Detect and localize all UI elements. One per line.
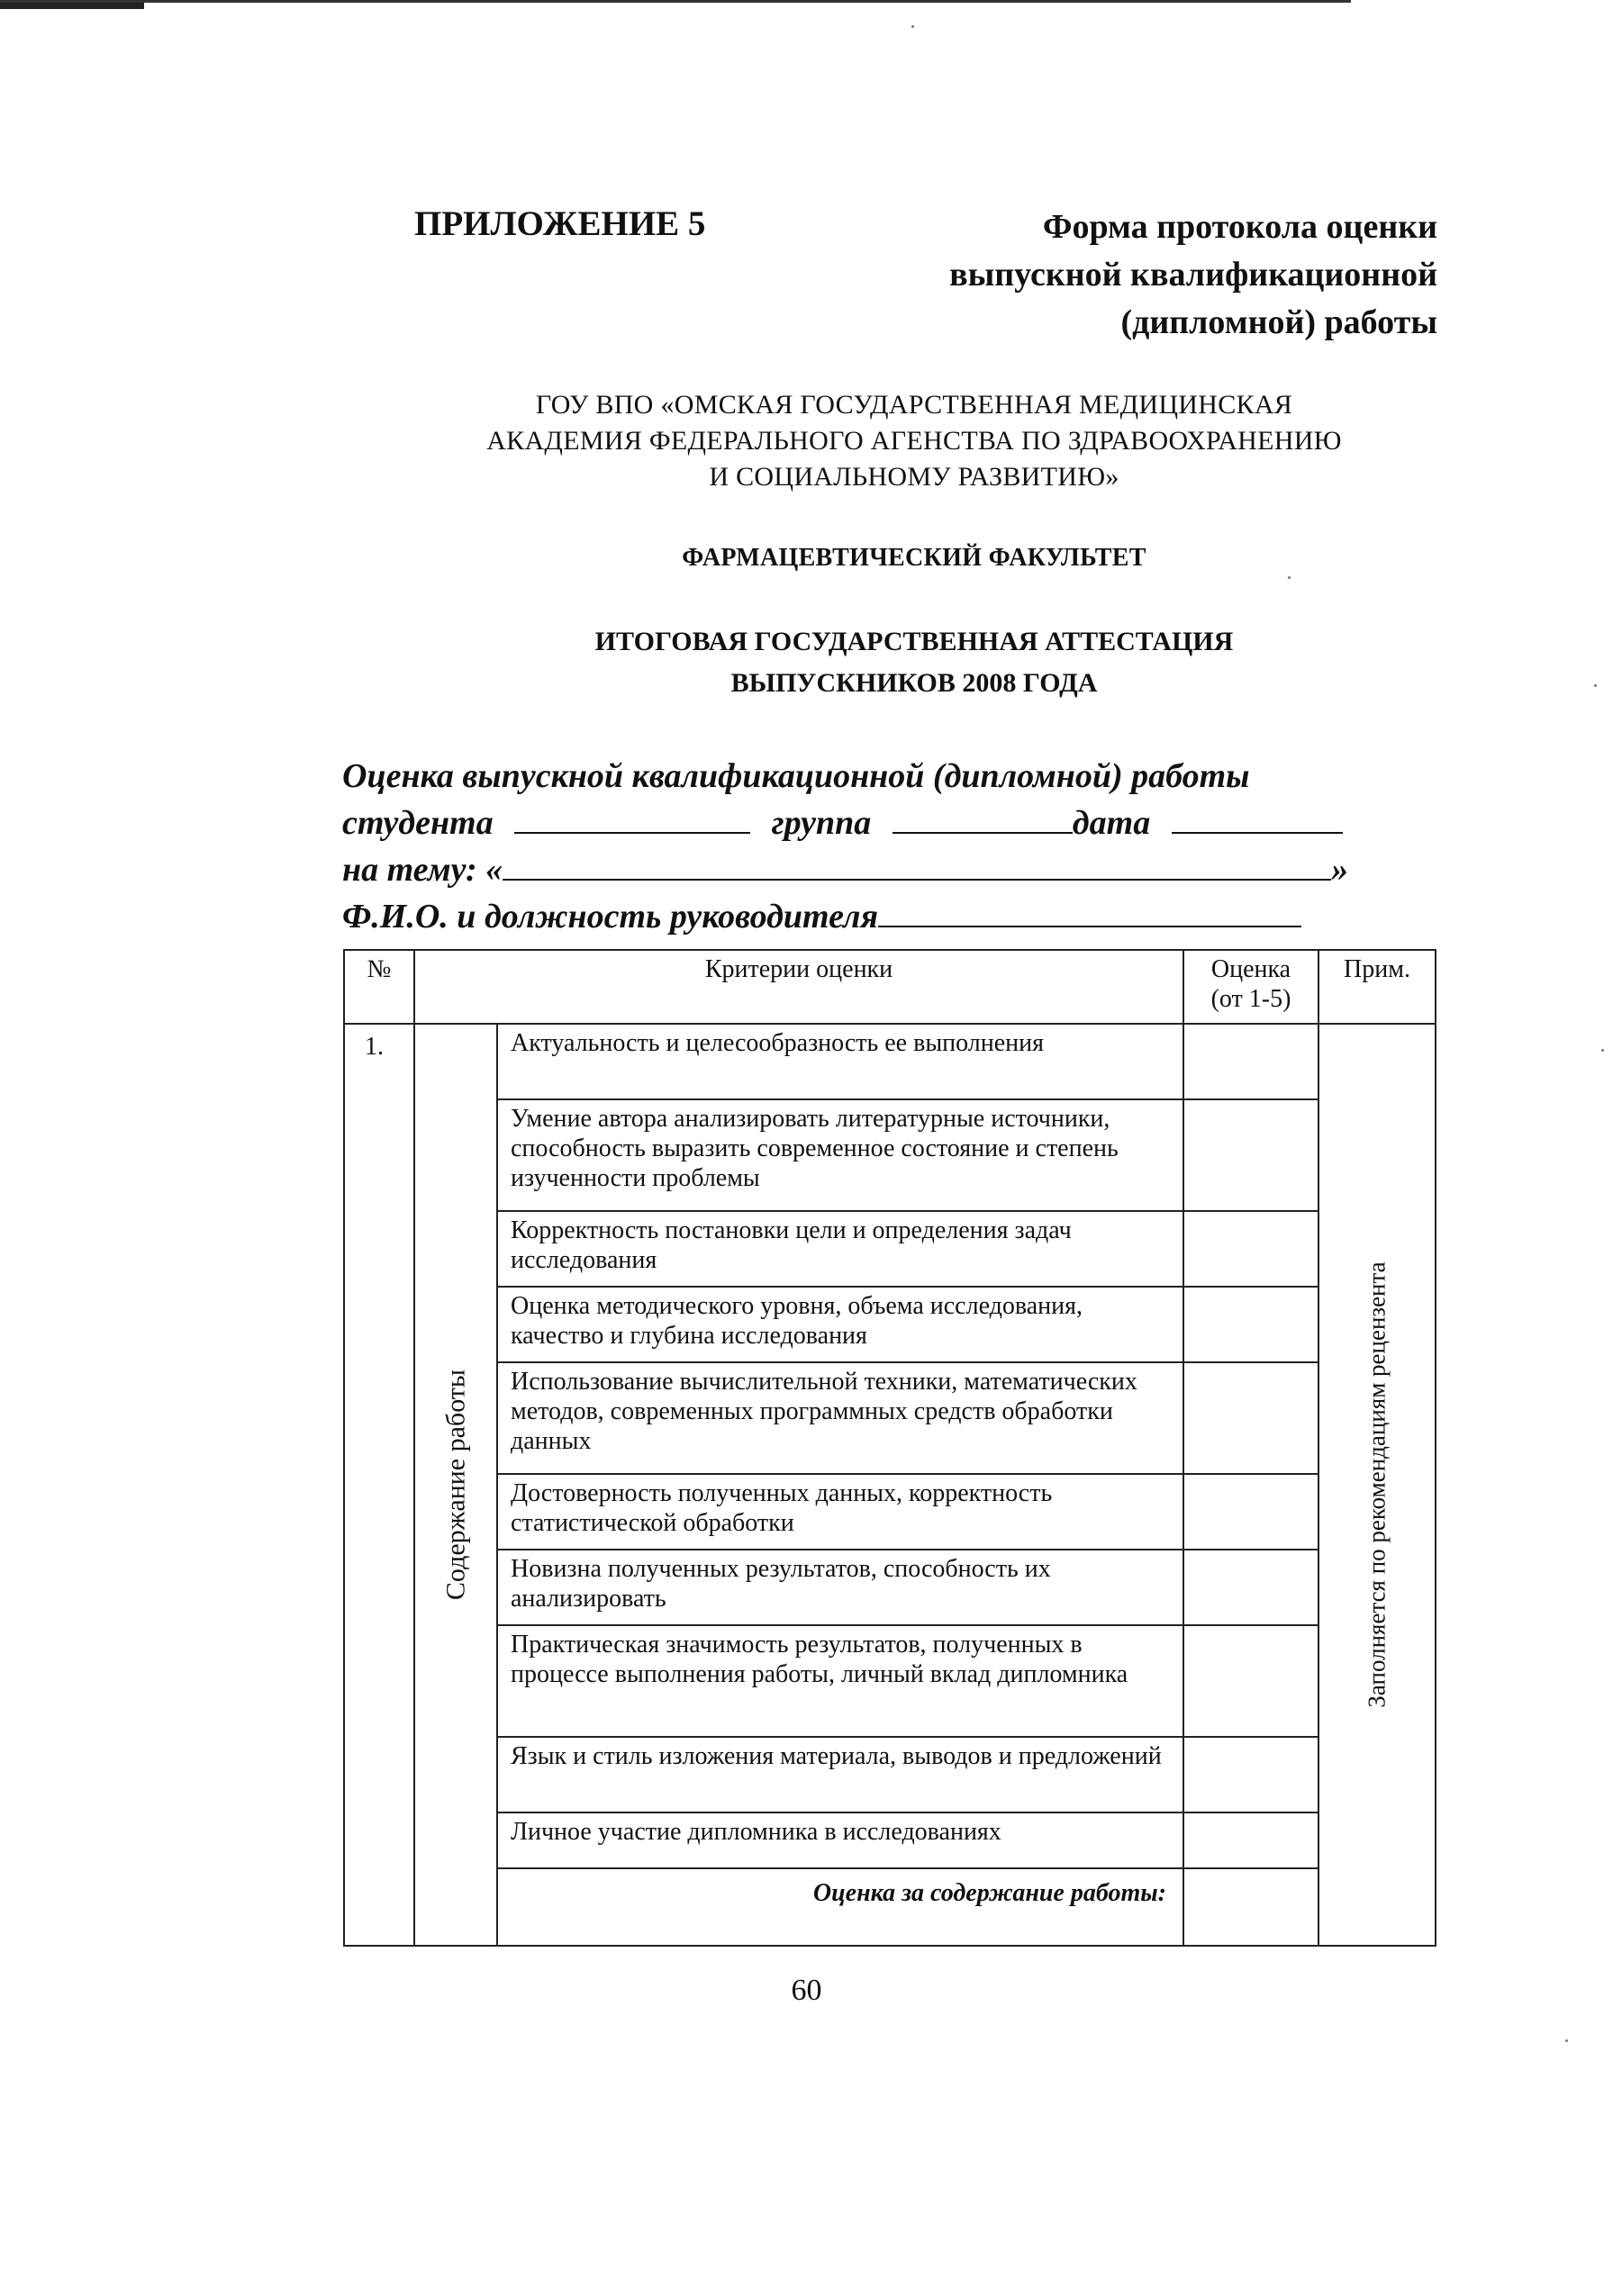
criterion-text: Личное участие дипломника в исследованиях <box>497 1812 1183 1868</box>
criterion-text: Умение автора анализировать литературные источники, способность выразить современное состояние и степень изученности проблемы <box>497 1099 1183 1211</box>
date-label: дата <box>1072 804 1151 842</box>
table-row <box>344 1812 1436 1868</box>
criterion-text: Язык и стиль изложения материала, выводов и предложений <box>497 1737 1183 1812</box>
score-cell[interactable] <box>1183 1211 1318 1287</box>
total-row <box>344 1868 1436 1946</box>
section-cell <box>414 1024 497 1946</box>
score-cell[interactable] <box>1183 1024 1318 1099</box>
table-row <box>344 1362 1436 1474</box>
criterion-text: Использование вычислительной техники, математических методов, современных программных средств обработки данных <box>497 1362 1183 1474</box>
header-number: № <box>344 950 414 1024</box>
table-row <box>344 1737 1436 1812</box>
organization-line: АКАДЕМИЯ ФЕДЕРАЛЬНОГО АГЕНСТВА ПО ЗДРАВООХРАНЕНИЮ <box>486 426 1342 456</box>
header-score-line: Оценка <box>1210 955 1291 983</box>
supervisor-label: Ф.И.О. и должность руководителя <box>342 898 879 936</box>
page-number: 60 <box>791 1974 822 2007</box>
scan-speck <box>1594 684 1597 687</box>
group-field[interactable] <box>893 800 1073 834</box>
table-row <box>344 1625 1436 1737</box>
table-row <box>344 1550 1436 1625</box>
criterion-text: Оценка методического уровня, объема исследования, качество и глубина исследования <box>497 1287 1183 1362</box>
score-cell[interactable] <box>1183 1625 1318 1737</box>
topic-field[interactable] <box>503 846 1331 881</box>
score-cell[interactable] <box>1183 1812 1318 1868</box>
total-label: Оценка за содержание работы: <box>497 1868 1183 1946</box>
criterion-text: Достоверность полученных данных, корректность статистической обработки <box>497 1474 1183 1550</box>
criterion-text: Актуальность и целесообразность ее выполнения <box>497 1024 1183 1099</box>
header-score <box>1183 950 1318 1024</box>
table-row <box>344 1474 1436 1550</box>
note-cell <box>1318 1024 1436 1946</box>
table-row <box>344 1211 1436 1287</box>
header-note: Прим. <box>1318 950 1436 1024</box>
scan-speck <box>1288 576 1291 579</box>
topic-close: » <box>1331 851 1349 889</box>
scan-speck <box>911 25 914 28</box>
header-criteria: Критерии оценки <box>414 950 1183 1024</box>
scan-top-line <box>0 0 1351 3</box>
section-label: Содержание работы <box>440 1369 471 1601</box>
organization-line: И СОЦИАЛЬНОМУ РАЗВИТИЮ» <box>709 462 1119 492</box>
organization-line: ГОУ ВПО «ОМСКАЯ ГОСУДАРСТВЕННАЯ МЕДИЦИНСКАЯ <box>535 390 1293 420</box>
supervisor-field[interactable] <box>878 893 1301 927</box>
score-cell[interactable] <box>1183 1287 1318 1362</box>
row-number: 1. <box>344 1024 414 1946</box>
attestation-line: ИТОГОВАЯ ГОСУДАРСТВЕННАЯ АТТЕСТАЦИЯ <box>594 627 1234 656</box>
student-label: студента <box>342 804 494 842</box>
form-title-line: Форма протокола оценки <box>1042 208 1437 246</box>
table-row <box>344 1024 1436 1099</box>
appendix-label: ПРИЛОЖЕНИЕ 5 <box>414 204 706 243</box>
form-title-line: (дипломной) работы <box>1120 303 1437 341</box>
scan-speck <box>1565 2039 1568 2042</box>
score-cell[interactable] <box>1183 1362 1318 1474</box>
table-row <box>344 1287 1436 1362</box>
faculty-name: ФАРМАЦЕВТИЧЕСКИЙ ФАКУЛЬТЕТ <box>682 544 1146 572</box>
header-score-range: (от 1-5) <box>1210 985 1291 1013</box>
criterion-text: Корректность постановки цели и определения задач исследования <box>497 1211 1183 1287</box>
topic-line <box>342 846 1434 893</box>
supervisor-line <box>342 893 1434 940</box>
topic-label: на тему: « <box>342 851 503 889</box>
attestation-line: ВЫПУСКНИКОВ 2008 ГОДА <box>730 668 1098 698</box>
student-name-field[interactable] <box>514 800 750 834</box>
organization-name <box>342 387 1486 495</box>
total-score-cell[interactable] <box>1183 1868 1318 1946</box>
reviewer-note: Заполняется по рекомендациям рецензента <box>1363 1261 1391 1708</box>
evaluation-title: Оценка выпускной квалификационной (дипломной) работы <box>342 757 1250 795</box>
group-label: группа <box>771 804 872 842</box>
table-row <box>344 1099 1436 1211</box>
student-line <box>342 800 1434 846</box>
score-cell[interactable] <box>1183 1099 1318 1211</box>
scan-speck <box>1601 1049 1604 1052</box>
table-header-row <box>344 950 1436 1024</box>
date-field[interactable] <box>1172 800 1343 834</box>
form-title-line: выпускной квалификационной <box>949 256 1437 294</box>
criteria-table <box>343 949 1436 1947</box>
form-title <box>807 203 1437 347</box>
criterion-text: Новизна полученных результатов, способность их анализировать <box>497 1550 1183 1625</box>
criterion-text: Практическая значимость результатов, полученных в процессе выполнения работы, личный вклад дипломника <box>497 1625 1183 1737</box>
attestation-title <box>342 621 1486 704</box>
score-cell[interactable] <box>1183 1474 1318 1550</box>
score-cell[interactable] <box>1183 1550 1318 1625</box>
score-cell[interactable] <box>1183 1737 1318 1812</box>
